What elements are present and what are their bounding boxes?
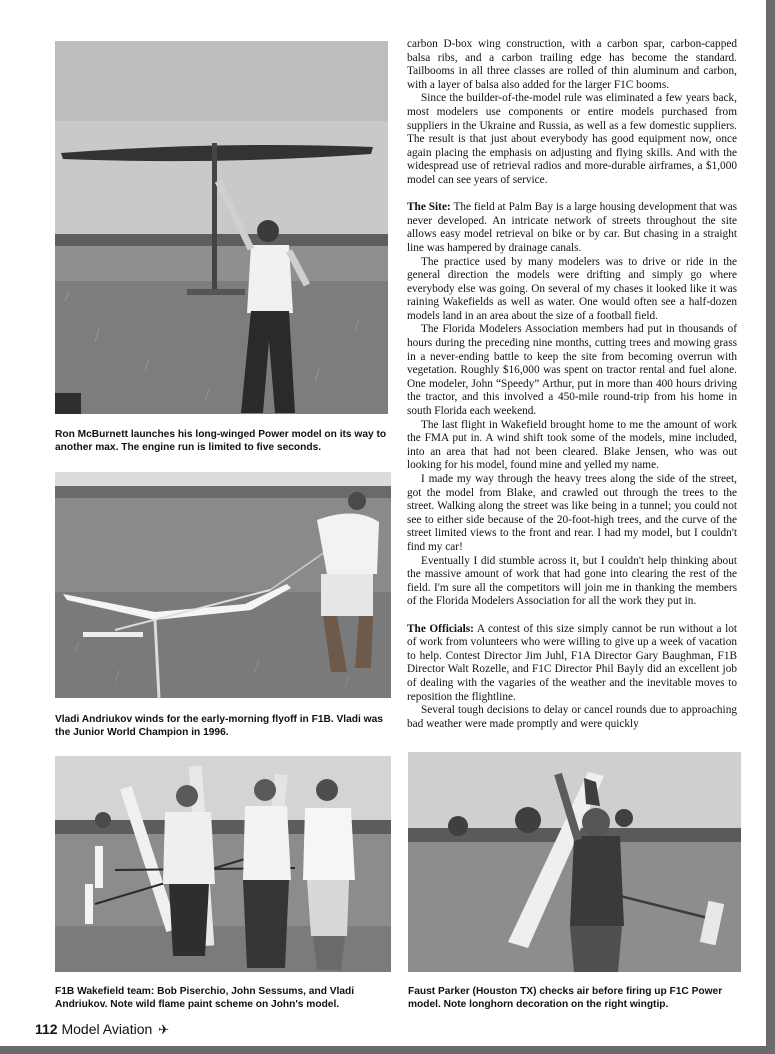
photo-f1b-team bbox=[55, 756, 391, 972]
section-heading: The Officials: bbox=[407, 622, 474, 635]
scan-edge-bottom bbox=[0, 1046, 775, 1054]
article-paragraph: I made my way through the heavy trees along the side of the street, got the model from Blake, and crawled out through the trees to the street. Walking along the street was like being in a tunnel; you could not see to either side because of the 20-foot-high trees, and the curve of the street limited views to the front and rear. I had my model, but I couldn't find my car! bbox=[407, 473, 737, 553]
page-number: 112 bbox=[35, 1021, 58, 1037]
photo-caption: F1B Wakefield team: Bob Piserchio, John Sessums, and Vladi Andriukov. Note wild flame paint scheme on John's model. bbox=[55, 986, 355, 1010]
photo-caption: Faust Parker (Houston TX) checks air before firing up F1C Power model. Note longhorn decoration on the right wingtip. bbox=[408, 986, 723, 1010]
article-paragraph: Eventually I did stumble across it, but I couldn't help thinking about the massive amount of work that had gone into clearing the rest of the field. I'm sure all the competitors will join me in thanking the members of the Florida Modelers Association for all the work they put in. bbox=[407, 554, 737, 608]
article-paragraph: Since the builder-of-the-model rule was eliminated a few years back, most modelers use components or entire models purchased from suppliers in the Ukraine and Russia, as well as a few domestic suppliers. The result is that just about everybody has good equipment now, once again placing the emphasis on adjusting and flying skills. And with the widespread use of retrieval radios and more-durable airframes, a $1,000 model can see years of service. bbox=[407, 92, 737, 186]
scan-edge-right bbox=[766, 0, 775, 1054]
photo-caption: Ron McBurnett launches his long-winged Power model on its way to another max. The engine run is limited to five seconds. bbox=[55, 429, 387, 453]
article-paragraph: Several tough decisions to delay or cancel rounds due to approaching bad weather were made promptly and were quickly bbox=[407, 704, 737, 730]
magazine-title: Model Aviation bbox=[61, 1021, 153, 1037]
article-paragraph: The practice used by many modelers was to drive or ride in the general direction the models were drifting and simply go where everybody else was going. On several of my chases it looked like it was raining Wakefields as well as water. One would often see a half-dozen models land in an area about the size of a football field. bbox=[407, 255, 737, 322]
article-paragraph: The Florida Modelers Association members had put in thousands of hours during the preceding nine months, cutting trees and mowing grass in a never-ending battle to keep the site from becoming overrun with vegetation. Roughly $16,000 was spent on tractor rental and fuel alone. One modeler, John “Speedy” Arthur, put in more than 400 hours driving the tractor, and this involved a 450-mile round-trip from his home in south Florida each weekend. bbox=[407, 323, 737, 418]
article-paragraph: The Site: The field at Palm Bay is a large housing development that was never developed. An intricate network of streets throughout the site allows easy model retrieval on bike or by car. But chasing in a straight line was hampered by drainage canals. bbox=[407, 201, 737, 254]
photo-caption: Vladi Andriukov winds for the early-morning flyoff in F1B. Vladi was the Junior World Champion in 1996. bbox=[55, 714, 383, 738]
photo-faust-parker bbox=[408, 752, 741, 972]
article-paragraph: carbon D-box wing construction, with a carbon spar, carbon-capped balsa ribs, and a carbon trailing edge has become the standard. Tailbooms in all three classes are rolled of thin aluminum and carbon, with a layer of balsa also added for the larger F1C booms. bbox=[407, 38, 737, 91]
photo-andriukov-winding bbox=[55, 472, 391, 698]
airplane-icon: ✈ bbox=[158, 1022, 170, 1037]
photo-mcburnett-launch bbox=[55, 41, 388, 414]
section-heading: The Site: bbox=[407, 201, 451, 214]
page-footer bbox=[35, 1021, 169, 1038]
article-column bbox=[407, 38, 737, 731]
article-paragraph: The Officials: A contest of this size simply cannot be run without a lot of work from volunteers who were willing to give up a week of vacation to help. Contest Director Jim Juhl, F1A Director Gary Baughman, F1B Director Walt Rozelle, and F1C Director Phil Bayly did an excellent job of dealing with the vagaries of the weather and the inevitable moves to reposition the flightline. bbox=[407, 622, 737, 703]
article-paragraph: The last flight in Wakefield brought home to me the amount of work the FMA put in. A wind shift took some of the models, mine included, into an area that had not been cleared. Blake Jensen, who was out looking for his model, found mine and yelled my name. bbox=[407, 418, 737, 472]
